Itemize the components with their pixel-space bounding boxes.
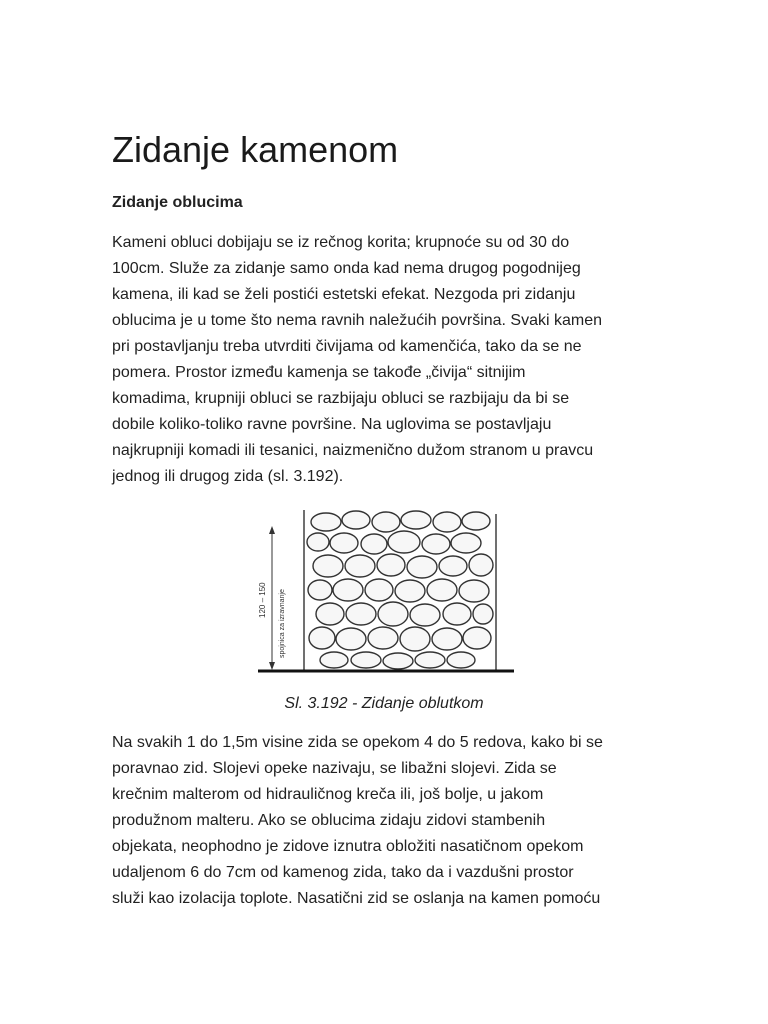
section-subtitle: Zidanje oblucima	[112, 194, 243, 211]
stone-wall-drawing	[252, 508, 516, 678]
paragraph-line: kamena, ili kad se želi postići estetski efekat. Nezgoda pri zidanju	[112, 286, 576, 303]
paragraph-line: služi kao izolacija toplote. Nasatični zid se oslanja na kamen pomoću	[112, 890, 601, 907]
paragraph-line: Kameni obluci dobijaju se iz rečnog korita; krupnoće su od 30 do	[112, 234, 570, 251]
figure-caption: Sl. 3.192 - Zidanje oblutkom	[284, 695, 484, 712]
paragraph-line: krečnim malterom od hidrauličnog kreča ili, još bolje, u jakom	[112, 786, 544, 803]
paragraph-line: Na svakih 1 do 1,5m visine zida se opekom 4 do 5 redova, kako bi se	[112, 734, 603, 751]
paragraph-line: 100cm. Služe za zidanje samo onda kad nema drugog pogodnijeg	[112, 260, 581, 277]
paragraph-line: pri postavljanju treba utvrditi čivijama od kamenčića, tako da se ne	[112, 338, 582, 355]
paragraph-line: poravnao zid. Slojevi opeke nazivaju, se libažni slojevi. Zida se	[112, 760, 557, 777]
paragraph-line: produžnom malteru. Ako se oblucima zidaju zidovi stambenih	[112, 812, 546, 829]
paragraph-line: jednog ili drugog zida (sl. 3.192).	[112, 468, 344, 485]
paragraph-line: dobile koliko-toliko ravne površine. Na uglovima se postavljaju	[112, 416, 552, 433]
paragraph-line: objekata, neophodno je zidove iznutra obložiti nasatičnom opekom	[112, 838, 584, 855]
paragraph-line: pomera. Prostor između kamenja se takođe „čivija“ sitnijim	[112, 364, 526, 381]
paragraph-line: komadima, krupniji obluci se razbijaju obluci se razbijaju da bi se	[112, 390, 570, 407]
dimension-label: 120 – 150	[258, 582, 267, 618]
paragraph-2	[112, 730, 657, 912]
paragraph-line: najkrupniji komadi ili tesanici, naizmenično dužom stranom u pravcu	[112, 442, 594, 459]
paragraph-1	[112, 230, 657, 490]
page-title: Zidanje kamenom	[112, 129, 399, 170]
paragraph-line: oblucima je u tome što nema ravnih naležućih površina. Svaki kamen	[112, 312, 603, 329]
paragraph-line: udaljenom 6 do 7cm od kamenog zida, tako da i vazdušni prostor	[112, 864, 574, 881]
vertical-label: spojnica za izravnanje	[279, 589, 286, 658]
stone-wall-figure	[252, 508, 516, 678]
